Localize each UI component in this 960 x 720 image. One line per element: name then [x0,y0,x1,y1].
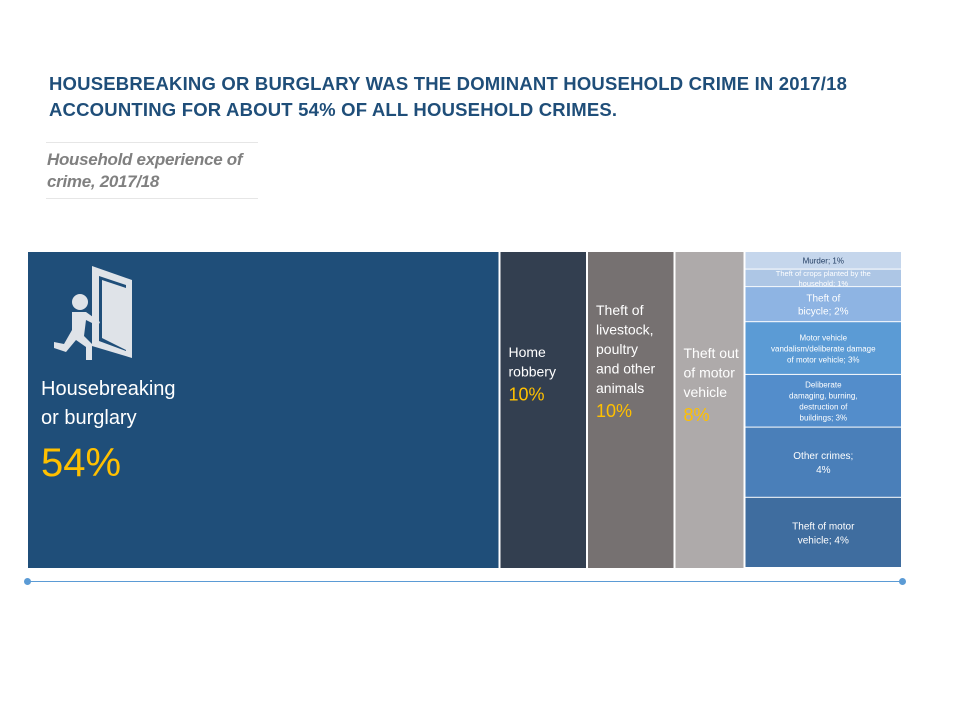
label-housebreaking-or-burglary: Housebreaking or burglary [41,378,176,429]
label-motor-vehicle-vandalism-deliberate-damage-of-motor-vehicle: Motor vehicle vandalism/deliberate damage of motor vehicle; 3% [771,333,876,365]
value-theft-out-of-motor-vehicle: 8% [683,405,710,425]
headline: HOUSEBREAKING OR BURGLARY WAS THE DOMINANT HOUSEHOLD CRIME IN 2017/18 ACCOUNTING FOR ABOUT 54% OF ALL HOUSEHOLD CRIMES. [49,73,848,120]
label-deliberate-damaging-burning-destruction-of-buildings: Deliberate damaging, burning, destruction of buildings; 3% [789,380,858,423]
baseline-start-dot [24,578,31,585]
baseline-rule [27,581,903,582]
label-home-robbery: Home robbery [508,344,556,380]
label-other-crimes: Other crimes; 4% [793,451,854,477]
label-theft-of-bicycle: Theft of bicycle; 2% [798,293,849,318]
label-theft-of-motor-vehicle: Theft of motor vehicle; 4% [792,521,855,547]
value-theft-of-livestock-poultry-and-other-animals: 10% [596,401,633,421]
label-theft-of-livestock-poultry-and-other-animals: Theft of livestock, poultry and other animals [596,302,656,396]
label-theft-of-crops-planted-by-the-household: Theft of crops planted by the household; 1% [775,269,871,288]
label-theft-out-of-motor-vehicle: Theft out of motor vehicle [683,345,739,400]
chart-subtitle: Household experience of crime, 2017/18 [47,150,243,191]
label-murder: Murder; 1% [802,256,844,266]
baseline-end-dot [899,578,906,585]
value-home-robbery: 10% [508,384,545,405]
value-housebreaking-or-burglary: 54% [41,441,122,485]
tile-home-robbery [501,252,587,568]
